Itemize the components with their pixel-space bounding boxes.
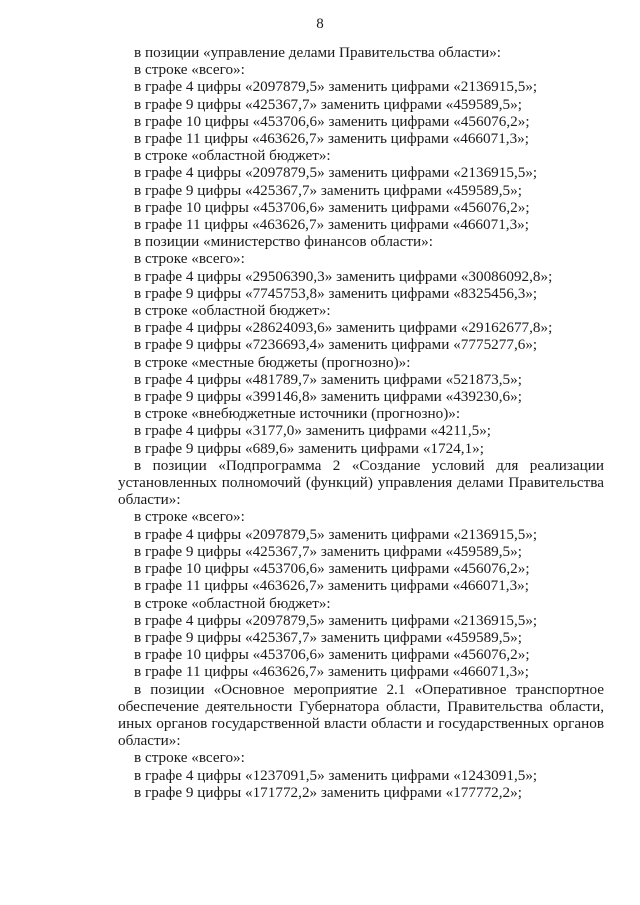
text-line: в строке «внебюджетные источники (прогнозно)»: — [134, 405, 461, 423]
text-line: в графе 4 цифры «481789,7» заменить цифрами «521873,5»; — [134, 370, 522, 388]
text-line: в строке «всего»: — [134, 61, 245, 79]
text-line: в графе 9 цифры «689,6» заменить цифрами «1724,1»; — [134, 439, 484, 457]
text-line: в графе 9 цифры «171772,2» заменить цифрами «177772,2»; — [134, 783, 522, 801]
text-line: в строке «всего»: — [134, 749, 245, 767]
text-line: в графе 10 цифры «453706,6» заменить цифрами «456076,2»; — [134, 646, 530, 664]
text-line: в графе 4 цифры «1237091,5» заменить цифрами «1243091,5»; — [134, 766, 538, 784]
text-line: в строке «всего»: — [134, 508, 245, 526]
text-line: в графе 9 цифры «425367,7» заменить цифрами «459589,5»; — [134, 181, 522, 199]
text-line: в графе 9 цифры «7745753,8» заменить цифрами «8325456,3»; — [134, 284, 538, 302]
text-line: в графе 4 цифры «2097879,5» заменить цифрами «2136915,5»; — [134, 525, 538, 543]
paragraph-subprogram-2: в позиции «Подпрограмма 2 «Создание условий для реализации установленных полномочий (функций) управления делами Правительства области»: — [118, 456, 604, 509]
text-line: в графе 4 цифры «2097879,5» заменить цифрами «2136915,5»; — [134, 78, 538, 96]
text-line: в строке «областной бюджет»: — [134, 147, 331, 165]
text-line: в графе 9 цифры «7236693,4» заменить цифрами «7775277,6»; — [134, 336, 538, 354]
text-line: в графе 10 цифры «453706,6» заменить цифрами «456076,2»; — [134, 112, 530, 130]
text-line: в строке «областной бюджет»: — [134, 302, 331, 320]
text-line: в графе 9 цифры «399146,8» заменить цифрами «439230,6»; — [134, 388, 522, 406]
text-line: в графе 11 цифры «463626,7» заменить цифрами «466071,3»; — [134, 130, 529, 148]
text-line: в строке «областной бюджет»: — [134, 594, 331, 612]
text-line: в графе 4 цифры «2097879,5» заменить цифрами «2136915,5»; — [134, 164, 538, 182]
text-line: в графе 4 цифры «29506390,3» заменить цифрами «30086092,8»; — [134, 267, 553, 285]
text-line: в графе 4 цифры «2097879,5» заменить цифрами «2136915,5»; — [134, 611, 538, 629]
text-line: в строке «всего»: — [134, 250, 245, 268]
text-line: в графе 10 цифры «453706,6» заменить цифрами «456076,2»; — [134, 560, 530, 578]
document-body — [118, 44, 604, 801]
text-line: в графе 9 цифры «425367,7» заменить цифрами «459589,5»; — [134, 542, 522, 560]
paragraph-main-event-2-1: в позиции «Основное мероприятие 2.1 «Оперативное транспортное обеспечение деятельности Губернатора области, Правительства области, иных органов государственной власти области и государственных органов области»: — [118, 680, 604, 750]
text-line: в графе 9 цифры «425367,7» заменить цифрами «459589,5»; — [134, 95, 522, 113]
text-line: в позиции «управление делами Правительства области»: — [134, 44, 502, 61]
text-line: в графе 11 цифры «463626,7» заменить цифрами «466071,3»; — [134, 216, 529, 234]
text-line: в графе 9 цифры «425367,7» заменить цифрами «459589,5»; — [134, 628, 522, 646]
page-number: 8 — [316, 16, 324, 32]
text-line: в позиции «министерство финансов области»: — [134, 233, 433, 251]
text-line: в графе 4 цифры «28624093,6» заменить цифрами «29162677,8»; — [134, 319, 553, 337]
text-line: в строке «местные бюджеты (прогнозно)»: — [134, 353, 411, 371]
text-line: в графе 11 цифры «463626,7» заменить цифрами «466071,3»; — [134, 577, 529, 595]
text-line: в графе 11 цифры «463626,7» заменить цифрами «466071,3»; — [134, 663, 529, 681]
text-line: в графе 4 цифры «3177,0» заменить цифрами «4211,5»; — [134, 422, 492, 440]
text-line: в графе 10 цифры «453706,6» заменить цифрами «456076,2»; — [134, 198, 530, 216]
